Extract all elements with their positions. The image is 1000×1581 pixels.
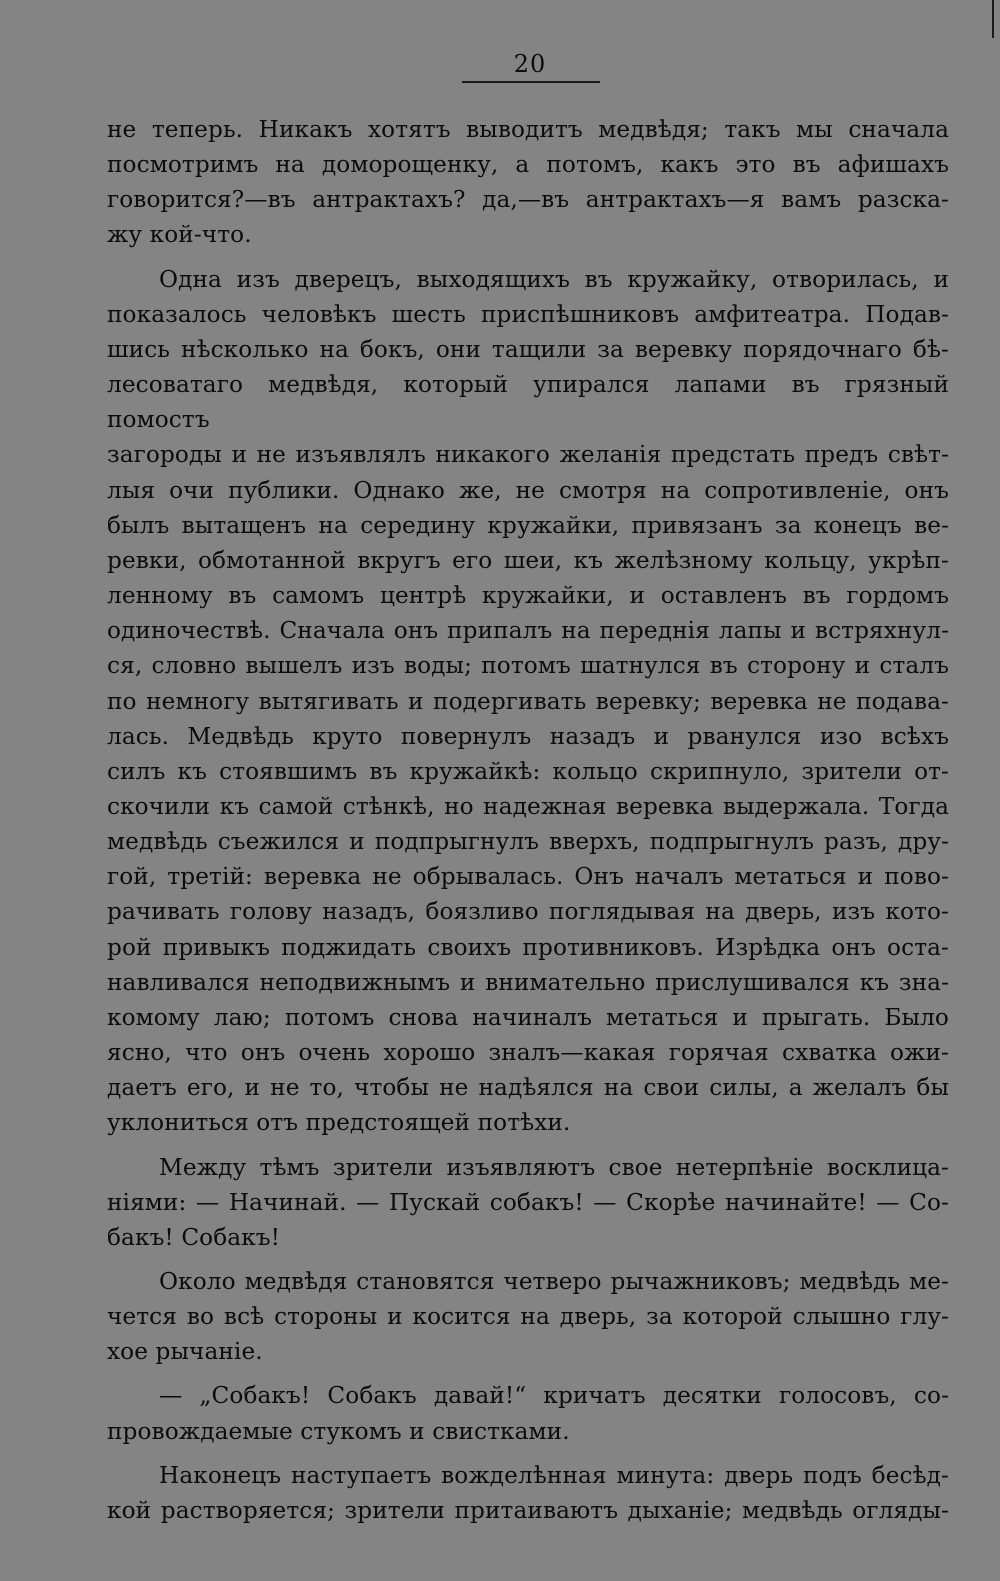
text-line: ленному въ самомъ центрѣ кружайки, и оставленъ въ гордомъ (107, 582, 949, 610)
paragraph-5 (107, 1378, 949, 1448)
text-line: не теперь. Никакъ хотятъ выводитъ медвѣдя; такъ мы сначала (107, 116, 949, 143)
body-text (107, 112, 949, 1528)
text-line: Между тѣмъ зрители изъявляютъ свое нетерпѣніе восклица- (159, 1153, 949, 1181)
text-line: лесоватаго медвѣдя, который упирался лапами въ грязный помостъ (107, 371, 949, 434)
paragraph-6 (107, 1458, 949, 1528)
text-line: рачивать голову назадъ, боязливо поглядывая на дверь, изъ кото- (107, 898, 949, 926)
text-line: скочили къ самой стѣнкѣ, но надежная веревка выдержала. Тогда (107, 792, 949, 820)
text-line: кой растворяется; зрители притаиваютъ дыханіе; медвѣдь огляды- (107, 1496, 949, 1524)
text-line: лась. Медвѣдь круто повернулъ назадъ и рванулся изо всѣхъ (107, 722, 949, 750)
text-line: былъ вытащенъ на середину кружайки, привязанъ за конецъ ве- (107, 511, 949, 539)
text-line: медвѣдь съежился и подпрыгнулъ вверхъ, подпрыгнулъ разъ, дру- (107, 828, 949, 856)
text-line: говорится?—въ антрактахъ? да,—въ антрактахъ—я вамъ разска- (107, 186, 949, 214)
text-line: Одна изъ дверецъ, выходящихъ въ кружайку, отворилась, и (159, 265, 949, 293)
text-line: силъ къ стоявшимъ въ кружайкѣ: кольцо скрипнуло, зрители от- (107, 757, 949, 785)
text-line: показалось человѣкъ шесть приспѣшниковъ амфитеатра. Подав- (107, 300, 949, 328)
text-line: хое рычаніе. (107, 1338, 263, 1366)
text-line: загороды и не изъявлялъ никакого желанія предстать предъ свѣт- (107, 441, 949, 469)
paragraph-2 (107, 262, 949, 1141)
text-line: провождаемые стукомъ и свистками. (107, 1417, 570, 1445)
page-number: 20 (513, 50, 547, 78)
text-line: Около медвѣдя становятся четверо рычажниковъ; медвѣдь ме- (159, 1268, 949, 1295)
text-line: ясно, что онъ очень хорошо зналъ—какая горячая схватка ожи- (107, 1039, 949, 1067)
text-line: навливался неподвижнымъ и внимательно прислушивался къ зна- (107, 968, 949, 996)
text-line: ся, словно вышелъ изъ воды; потомъ шатнулся въ сторону и сталъ (107, 652, 949, 680)
text-line: шись нѣсколько на бокъ, они тащили за веревку порядочнаго бѣ- (107, 335, 949, 363)
text-line: уклониться отъ предстоящей потѣхи. (107, 1109, 571, 1137)
text-line: ревки, обмотанной вкругъ его шеи, къ желѣзному кольцу, укрѣп- (107, 546, 949, 574)
text-line: одиночествѣ. Сначала онъ припалъ на переднія лапы и встряхнул- (107, 617, 949, 645)
text-line: Наконецъ наступаетъ вожделѣнная минута: дверь подъ бесѣд- (159, 1461, 949, 1489)
page-edge-mark (992, 0, 994, 38)
text-line: ніями: — Начинай. — Пускай собакъ! — Скорѣе начинайте! — Со- (107, 1188, 949, 1216)
text-line: по немногу вытягивать и подергивать веревку; веревка не подава- (107, 687, 949, 715)
paragraph-1 (107, 112, 949, 253)
text-line: — „Собакъ! Собакъ давай!“ кричатъ десятки голосовъ, со- (159, 1382, 949, 1410)
text-line: рой привыкъ поджидать своихъ противниковъ. Изрѣдка онъ оста- (107, 933, 949, 961)
text-line: даетъ его, и не то, чтобы не надѣялся на свои силы, а желалъ бы (107, 1074, 949, 1102)
text-line: чется во всѣ стороны и косится на дверь, за которой слышно глу- (107, 1303, 949, 1331)
text-line: посмотримъ на доморощенку, а потомъ, какъ это въ афишахъ (107, 151, 949, 179)
paragraph-3 (107, 1150, 949, 1255)
header-rule (462, 81, 600, 83)
text-line: бакъ! Собакъ! (107, 1223, 281, 1251)
text-line: жу кой-что. (107, 221, 252, 249)
text-line: лыя очи публики. Однако же, не смотря на сопротивленіе, онъ (107, 476, 949, 504)
paragraph-4 (107, 1264, 949, 1369)
text-line: комому лаю; потомъ снова начиналъ метаться и прыгать. Было (107, 1003, 949, 1031)
text-line: гой, третій: веревка не обрывалась. Онъ началъ метаться и пово- (107, 863, 949, 891)
